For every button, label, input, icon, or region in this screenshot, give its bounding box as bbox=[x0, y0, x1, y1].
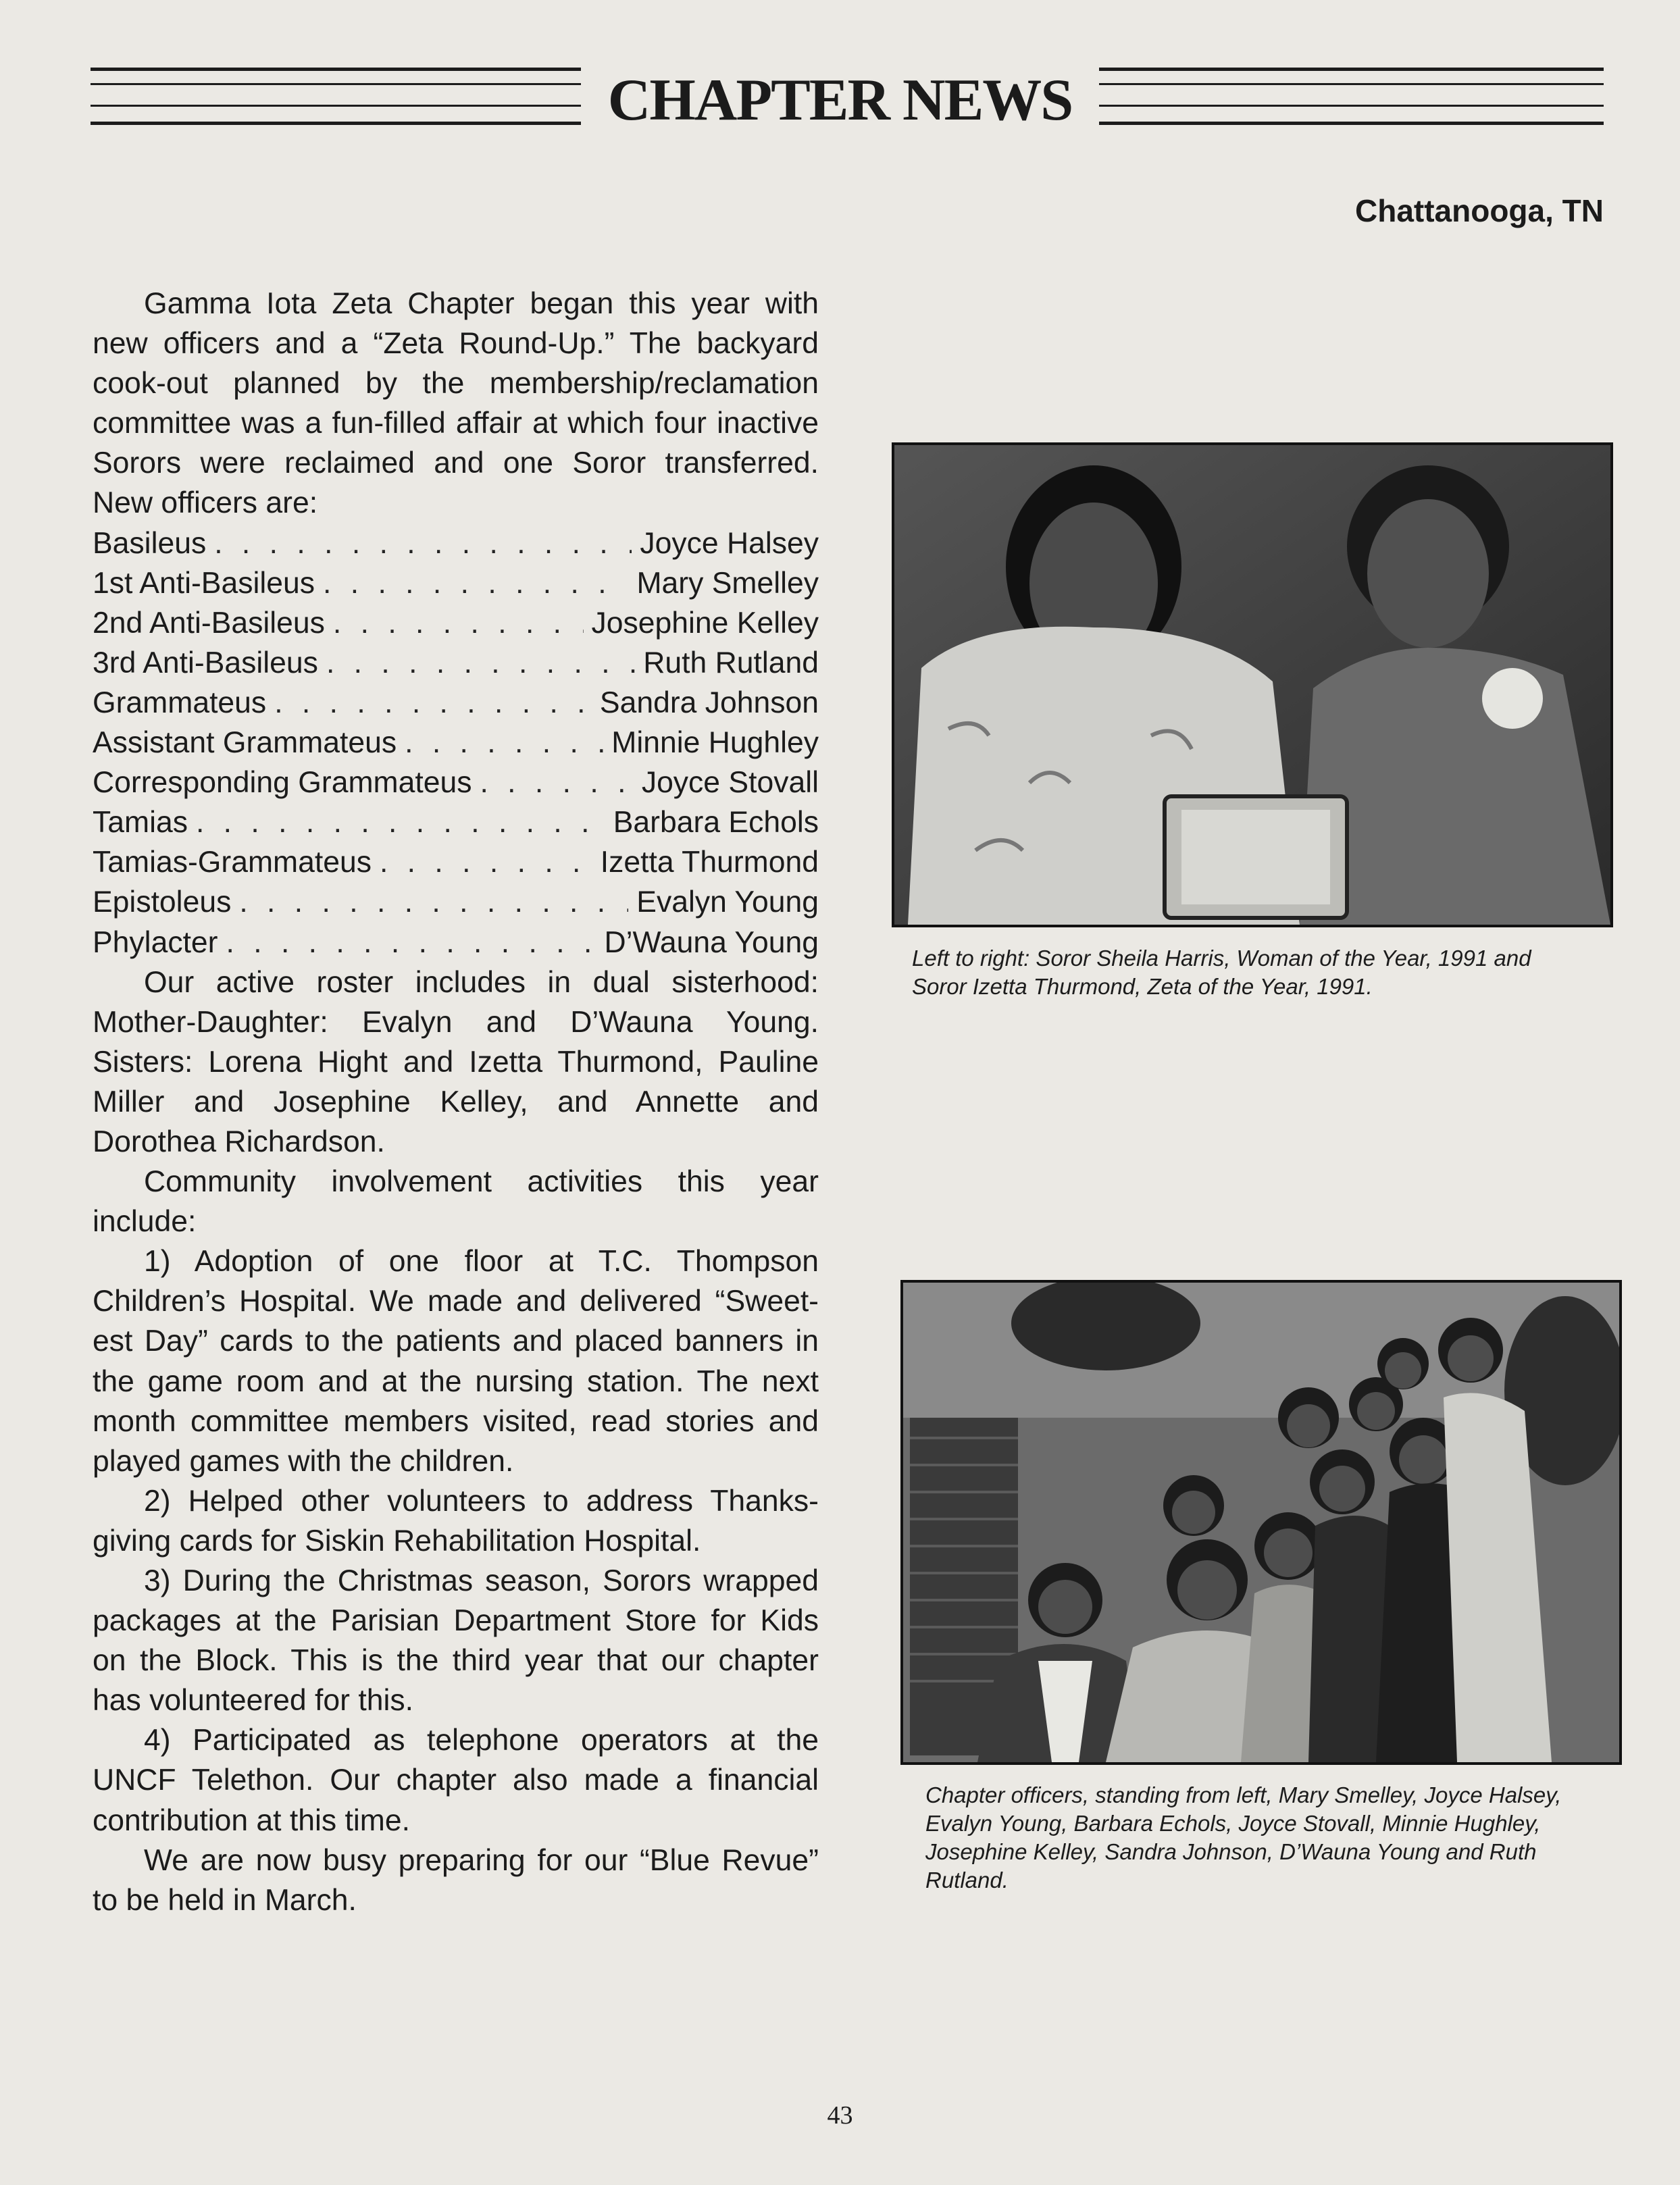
community-paragraph: Community involvement activities this year include: bbox=[93, 1165, 819, 1239]
officer-list bbox=[93, 523, 819, 962]
officer-row: 3rd Anti-Basileus . . . Ruth Rutland bbox=[93, 643, 819, 683]
officers-photo-caption: Chapter officers, standing from left, Mary Smelley, Joyce Halsey, Evalyn Young, Barbara Echols, Joyce Stovall, Minnie Hughley, Josephine Kelley, Sandra Johnson, D’Wauna Young and Ruth Rutland. bbox=[925, 1782, 1562, 1893]
activity-1-paragraph: 1) Adoption of one floor at T.C. Thompson Children’s Hospital. We made and delivered “Sweet-est Day” cards to the patients and placed banners in the game room and at the nursing station. The next month committee members visited, read stories and played games with the children. bbox=[93, 1245, 819, 1478]
chapter-location: Chattanooga, TN bbox=[1355, 193, 1604, 228]
officers-photo bbox=[900, 1280, 1622, 1765]
activity-4-paragraph: 4) Participated as telephone operators at the UNCF Telethon. Our chapter also made a financial contribution at this time. bbox=[93, 1724, 819, 1837]
officer-row: Tamias-Grammateus . . . Izetta Thurmond bbox=[93, 842, 819, 882]
officer-row: 1st Anti-Basileus . . . Mary Smelley bbox=[93, 563, 819, 603]
officer-row: Phylacter . . . D’Wauna Young bbox=[93, 923, 819, 962]
page-title: CHAPTER NEWS bbox=[0, 66, 1680, 134]
page-number: 43 bbox=[827, 2101, 853, 2130]
roster-paragraph: Our active roster includes in dual sisterhood: Mother-Daughter: Evalyn and D’Wauna Young. Sisters: Lorena Hight and Izetta Thurmond, Pauline Miller and Josephine Kelley, and Annette and Dorothea Richardson. bbox=[93, 965, 819, 1158]
article-body bbox=[93, 284, 819, 1920]
intro-paragraph: Gamma Iota Zeta Chapter began this year with new officers and a “Zeta Round-Up.” The backyard cook-out planned by the membership/reclamation committee was a fun-filled affair at which four inactive Sorors were reclaimed and one Soror transferred. New officers are: bbox=[93, 287, 819, 520]
officer-row: 2nd Anti-Basileus . . . Josephine Kelley bbox=[93, 603, 819, 643]
officer-row: Epistoleus . . . Evalyn Young bbox=[93, 882, 819, 922]
award-photo bbox=[892, 442, 1613, 927]
officer-row: Corresponding Grammateus . . . Joyce Stovall bbox=[93, 763, 819, 802]
officer-row: Tamias . . . Barbara Echols bbox=[93, 802, 819, 842]
closing-paragraph: We are now busy preparing for our “Blue Revue” to be held in March. bbox=[93, 1843, 819, 1917]
award-photo-caption: Left to right: Soror Sheila Harris, Woman of the Year, 1991 and Soror Izetta Thurmond, Zeta of the Year, 1991. bbox=[912, 946, 1531, 999]
activity-3-paragraph: 3) During the Christmas season, Sorors wrapped packages at the Parisian Department Store for Kids on the Block. This is the third year that our chapter has volunteered for this. bbox=[93, 1564, 819, 1718]
officer-row: Assistant Grammateus . . . Minnie Hughley bbox=[93, 723, 819, 763]
activity-2-paragraph: 2) Helped other volunteers to address Thanks-giving cards for Siskin Rehabilitation Hospital. bbox=[93, 1484, 819, 1558]
officer-row: Basileus . . . Joyce Halsey bbox=[93, 523, 819, 563]
officer-row: Grammateus . . . Sandra Johnson bbox=[93, 683, 819, 723]
